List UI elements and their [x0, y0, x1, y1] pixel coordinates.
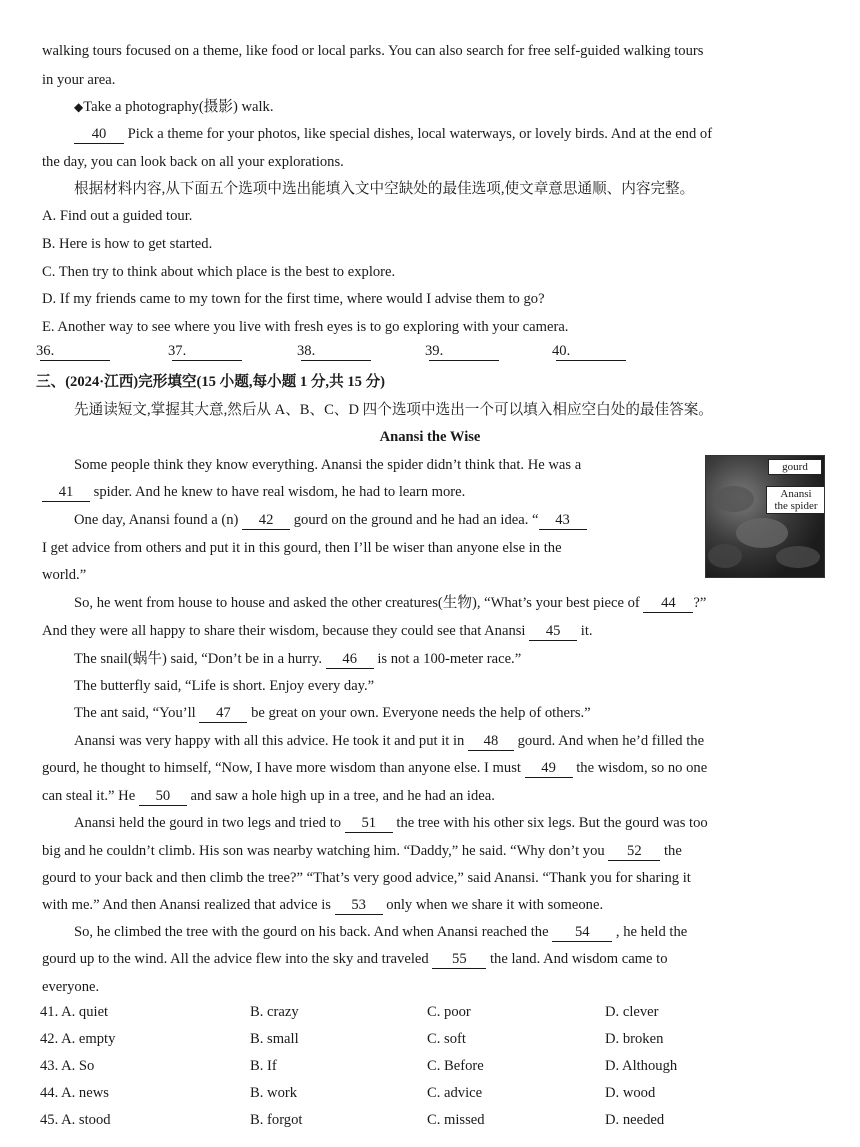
- blank-47[interactable]: 47: [199, 705, 247, 723]
- blank-40[interactable]: 40: [74, 126, 124, 144]
- choice-c[interactable]: C. missed: [427, 1112, 485, 1128]
- text-line: The butterfly said, “Life is short. Enjoy every day.”: [74, 678, 375, 694]
- choice-d[interactable]: D. Although: [605, 1058, 678, 1074]
- blank-44[interactable]: 44: [643, 595, 693, 613]
- gourd-label: gourd: [768, 459, 822, 475]
- option-a: A. Find out a guided tour.: [42, 208, 193, 224]
- blank-55[interactable]: 55: [432, 951, 486, 969]
- choice-b[interactable]: B. crazy: [250, 1004, 299, 1020]
- text-line: So, he went from house to house and asked the other creatures(生物), “What’s your best piece of 44 ?”: [74, 595, 707, 611]
- text-line: I get advice from others and put it in this gourd, then I’ll be wiser than anyone else in the: [42, 540, 562, 556]
- choice-d[interactable]: D. wood: [605, 1085, 656, 1101]
- spider-label: Anansi the spider: [766, 486, 825, 514]
- blank-50[interactable]: 50: [139, 788, 187, 806]
- choice-a[interactable]: 42. A. empty: [40, 1031, 116, 1047]
- section3-heading: 三、(2024·江西)完形填空(15 小题,每小题 1 分,共 15 分): [36, 374, 386, 390]
- spider-gourd-illustration: [705, 455, 825, 578]
- blank-43[interactable]: 43: [539, 512, 587, 530]
- choice-a[interactable]: 45. A. stood: [40, 1112, 111, 1128]
- choice-b[interactable]: B. small: [250, 1031, 299, 1047]
- text-line: Some people think they know everything. Anansi the spider didn’t think that. He was a: [74, 457, 582, 473]
- text-line: can steal it.” He 50 and saw a hole high up in a tree, and he had an idea.: [42, 788, 495, 804]
- choice-d[interactable]: D. needed: [605, 1112, 665, 1128]
- text-line: Anansi was very happy with all this advice. He took it and put it in 48 gourd. And when he’d filled the: [74, 733, 705, 749]
- choice-c[interactable]: C. advice: [427, 1085, 483, 1101]
- choice-a[interactable]: 41. A. quiet: [40, 1004, 109, 1020]
- text-line: gourd, he thought to himself, “Now, I have more wisdom than anyone else. I must 49 the wisdom, so no one: [42, 760, 708, 776]
- text-line: in your area.: [42, 72, 116, 88]
- text-line: big and he couldn’t climb. His son was nearby watching him. “Daddy,” he said. “Why don’t you 52 the: [42, 843, 682, 859]
- text-line: 41 spider. And he knew to have real wisdom, he had to learn more.: [42, 482, 465, 502]
- text-line: So, he climbed the tree with the gourd on his back. And when Anansi reached the 54 , he held the: [74, 924, 688, 940]
- choice-c[interactable]: C. poor: [427, 1004, 471, 1020]
- choice-c[interactable]: C. soft: [427, 1031, 466, 1047]
- choice-d[interactable]: D. clever: [605, 1004, 659, 1020]
- blank-51[interactable]: 51: [345, 815, 393, 833]
- text-line: 40 Pick a theme for your photos, like special dishes, local waterways, or lovely birds. And at the end of: [74, 124, 712, 144]
- text-line: One day, Anansi found a (n) 42 gourd on the ground and he had an idea. “ 43: [74, 510, 587, 530]
- text-line: gourd to your back and then climb the tree?” “That’s very good advice,” said Anansi. “Thank you for sharing it: [42, 870, 691, 886]
- text-line: with me.” And then Anansi realized that advice is 53 only when we share it with someone.: [42, 897, 604, 913]
- choice-d[interactable]: D. broken: [605, 1031, 664, 1047]
- option-c: C. Then try to think about which place is the best to explore.: [42, 264, 396, 280]
- blank-48[interactable]: 48: [468, 733, 514, 751]
- text-line: Anansi held the gourd in two legs and tried to 51 the tree with his other six legs. But the gourd was too: [74, 815, 708, 831]
- choice-a[interactable]: 43. A. So: [40, 1058, 95, 1074]
- choice-c[interactable]: C. Before: [427, 1058, 484, 1074]
- diamond-bullet-icon: ◆: [74, 100, 84, 114]
- text-line: the day, you can look back on all your explorations.: [42, 154, 344, 170]
- blank-52[interactable]: 52: [608, 843, 660, 861]
- choice-b[interactable]: B. forgot: [250, 1112, 303, 1128]
- photo-heading: ◆Take a photography(摄影) walk.: [74, 99, 274, 115]
- blank-46[interactable]: 46: [326, 651, 374, 669]
- blank-49[interactable]: 49: [525, 760, 573, 778]
- choice-b[interactable]: B. work: [250, 1085, 298, 1101]
- option-d: D. If my friends came to my town for the first time, where would I advise them to go?: [42, 291, 545, 307]
- choice-b[interactable]: B. If: [250, 1058, 277, 1074]
- text-line: world.”: [42, 567, 87, 583]
- choice-a[interactable]: 44. A. news: [40, 1085, 109, 1101]
- blank-53[interactable]: 53: [335, 897, 383, 915]
- blank-42[interactable]: 42: [242, 512, 290, 530]
- text-line: And they were all happy to share their wisdom, because they could see that Anansi 45 it.: [42, 623, 593, 639]
- text-line: The ant said, “You’ll 47 be great on your own. Everyone needs the help of others.”: [74, 705, 591, 721]
- option-e: E. Another way to see where you live with fresh eyes is to go exploring with your camera.: [42, 319, 569, 335]
- text-line: walking tours focused on a theme, like food or local parks. You can also search for free self-guided walking tours: [42, 43, 704, 59]
- passage-title: Anansi the Wise: [379, 429, 481, 445]
- text-line: The snail(蜗牛) said, “Don’t be in a hurry. 46 is not a 100-meter race.”: [74, 651, 522, 667]
- section3-instruction: 先通读短文,掌握其大意,然后从 A、B、C、D 四个选项中选出一个可以填入相应空白处的最佳答案。: [74, 402, 713, 418]
- exam-page: walking tours focused on a theme, like food or local parks. You can also search for free self-guided walking tours in your area. ◆Take a photography(摄影) walk. 40 Pick a theme for your photos, like special dishes, local waterways, or lovely birds. And at the end of the day, you can look back on all your explorations. 根据材料内容,从下面五个选项中选出能填入文中空缺处的最佳选项,使文章意思通顺、内容完整。 A. Find out a guided tour. B. Here is how to get started. C. Then try to think about which place is the best to explore. D. If my friends came to my town for the first time, where would I advise them to go? E. Another way to see where you live with fresh eyes is to go exploring with your camera. 36. 37. 38. 39. 40. 三、(2024·江西)完形填空(15 小题,每小题 1 分,共 15 分) 先通读短文,掌握其大意,然后从 A、B、C、D 四个选项中选出一个可以填入相应空白处的最佳答案。 Anansi the Wise gourd Anansi the spider Some people think they know everything. Anansi the spider didn’t think that. He was a 41 spider. And he knew to have real wisdom, he had to learn more. One day, Anansi found a (n) 42 gourd on the ground and he had an idea. “ 43 I get advice from others and put it in this gourd, then I’ll be wiser than anyone else in the world.” So, he went from house to house and asked the other creatures(生物), “What’s your best piece of 44 ?” And they were all happy to share their wisdom, because they could see that Anansi 45 it. The snail(蜗牛) said, “Don’t be in a hurry. 46 is not a 100-meter race.” The butterfly said, “Life is short. Enjoy every day.” The ant said, “You’ll 47 be great on your own. Everyone needs the help of others.” Anansi was very happy with all this advice. He took it and put it in 48 gourd. And when he’d filled the gourd, he thought to himself, “Now, I have more wisdom than anyone else. I must 49 the wisdom, so no one can steal it.” He 50 and saw a hole high up in a tree, and he had an idea. Anansi held the gourd in two legs and tried to 51 the tree with his other six legs. But the gourd was too big and he couldn’t climb. His son was nearby watching him. “Daddy,” he said. “Why don’t you 52 the gourd to your back and then climb the tree?” “That’s very good advice,” said Anansi. “Thank you for sharing it with me.” And then Anansi realized that advice is 53 only when we share it with someone. So, he climbed the tree with the gourd on his back. And when Anansi reached the 54 , he held the gourd up to the wind. All the advice flew into the sky and traveled 55 the land. And wisdom came to everyone. 41. A. quiet B. crazy C. poor D. clever 42. A. empty B. small C. soft D. broken 43. A. So B. If C. Before D. Although 44. A. news B. work C. advice D. wood 45. A. stood B. forgot C. missed D. needed: [0, 0, 860, 1147]
- blank-45[interactable]: 45: [529, 623, 577, 641]
- section2-instruction: 根据材料内容,从下面五个选项中选出能填入文中空缺处的最佳选项,使文章意思通顺、内容完整。: [74, 181, 695, 197]
- blank-41[interactable]: 41: [42, 484, 90, 502]
- text-line: everyone.: [42, 979, 100, 995]
- option-b: B. Here is how to get started.: [42, 236, 213, 252]
- blank-54[interactable]: 54: [552, 924, 612, 942]
- text-line: gourd up to the wind. All the advice flew into the sky and traveled 55 the land. And wisdom came to: [42, 951, 668, 967]
